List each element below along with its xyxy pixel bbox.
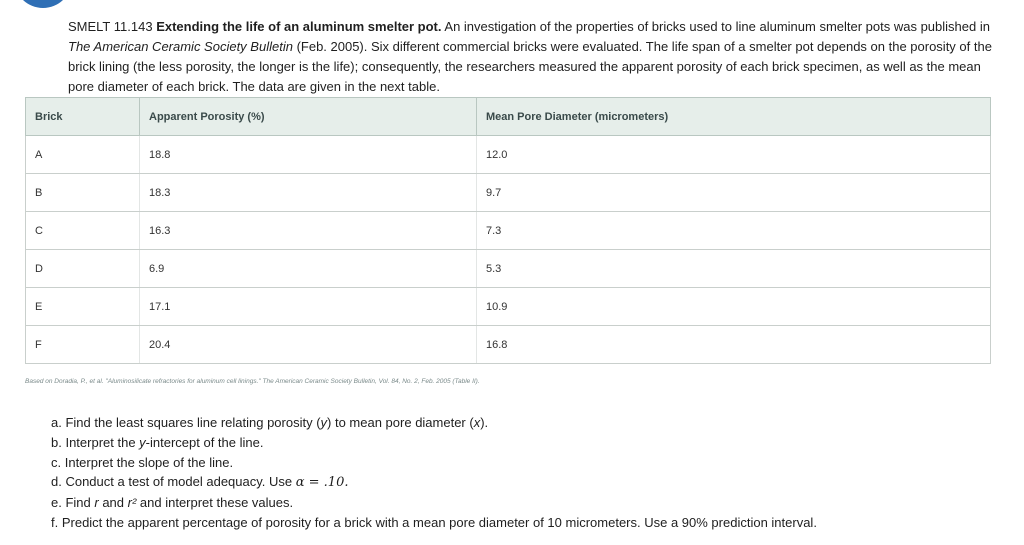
cell-brick: A xyxy=(26,136,140,174)
question-b-var-y: y xyxy=(139,434,146,450)
table-row xyxy=(26,250,991,288)
cell-porosity: 18.8 xyxy=(140,136,477,174)
question-e-var-r2: r² xyxy=(127,495,137,511)
question-d-alpha: α = .10. xyxy=(295,475,349,491)
cell-brick: E xyxy=(26,288,140,326)
question-a-text-2: ) to mean pore diameter ( xyxy=(327,415,474,430)
question-f: f. Predict the apparent percentage of porosity for a brick with a mean pore diameter of 10 micrometers. Use a 90% prediction interval. xyxy=(51,514,817,530)
intro-text-1: An investigation of the properties of bricks used to line aluminum smelter pots was published in xyxy=(444,19,990,34)
question-d-text: d. Conduct a test of model adequacy. Use xyxy=(51,474,296,490)
cell-porosity: 20.4 xyxy=(140,326,477,364)
question-e xyxy=(51,493,1001,513)
exercise-title: Extending the life of an aluminum smelter pot. xyxy=(156,19,442,34)
cell-diameter: 10.9 xyxy=(477,288,991,326)
cell-porosity: 16.3 xyxy=(140,212,477,250)
intro-text-2: (Feb. 2005). Six different commercial bricks were evaluated. The life span of a smelter pot depends on the porosity of the brick lining (the less porosity, the longer is the life); consequently, the researchers measured the apparent porosity of each brick specimen, as well as the mean pore diameter of each brick. The data are given in the next table. xyxy=(68,39,992,94)
cell-diameter: 9.7 xyxy=(477,174,991,212)
question-b xyxy=(51,433,1001,453)
header-porosity: Apparent Porosity (%) xyxy=(140,98,477,136)
exercise-code: SMELT 11.143 xyxy=(68,19,153,34)
table-source-note: Based on Doradia, P., et al. "Aluminosilicate refractories for aluminum cell linings." The American Ceramic Society Bulletin, Vol. 84, No. 2, Feb. 2005 (Table II). xyxy=(25,378,480,385)
table-header-row xyxy=(26,98,991,136)
cell-brick: B xyxy=(26,174,140,212)
exercise-intro-text xyxy=(26,17,996,97)
table-row xyxy=(26,326,991,364)
cell-porosity: 6.9 xyxy=(140,250,477,288)
exercise-intro xyxy=(26,17,996,97)
journal-name: The American Ceramic Society Bulletin xyxy=(68,39,293,54)
table-row xyxy=(26,288,991,326)
corner-logo-mark xyxy=(14,0,72,8)
table-row xyxy=(26,212,991,250)
question-list xyxy=(51,413,1001,533)
cell-porosity: 18.3 xyxy=(140,174,477,212)
table-row xyxy=(26,136,991,174)
cell-brick: F xyxy=(26,326,140,364)
question-e-text-1: e. Find xyxy=(51,495,95,511)
cell-diameter: 7.3 xyxy=(477,212,991,250)
question-e-text-3: and interpret these values. xyxy=(136,495,294,511)
question-b-text-1: b. Interpret the xyxy=(51,434,140,450)
question-a xyxy=(51,413,1001,433)
brick-data-table xyxy=(25,97,991,364)
question-a-var-y: y xyxy=(320,415,328,430)
question-d xyxy=(51,472,1001,493)
question-e-text-2: and xyxy=(98,495,128,511)
cell-brick: C xyxy=(26,212,140,250)
cell-diameter: 5.3 xyxy=(477,250,991,288)
header-brick: Brick xyxy=(26,98,140,136)
cell-porosity: 17.1 xyxy=(140,288,477,326)
header-diameter: Mean Pore Diameter (micrometers) xyxy=(477,98,991,136)
question-a-text-1: a. Find the least squares line relating porosity ( xyxy=(51,415,321,430)
question-a-text-3: ). xyxy=(480,415,489,430)
question-b-text-2: -intercept of the line. xyxy=(145,434,264,450)
cell-diameter: 16.8 xyxy=(477,326,991,364)
cell-diameter: 12.0 xyxy=(477,136,991,174)
question-e-var-r: r xyxy=(94,495,99,511)
question-a-var-x: x xyxy=(473,415,481,430)
cell-brick: D xyxy=(26,250,140,288)
table-row xyxy=(26,174,991,212)
question-c: c. Interpret the slope of the line. xyxy=(51,454,234,470)
